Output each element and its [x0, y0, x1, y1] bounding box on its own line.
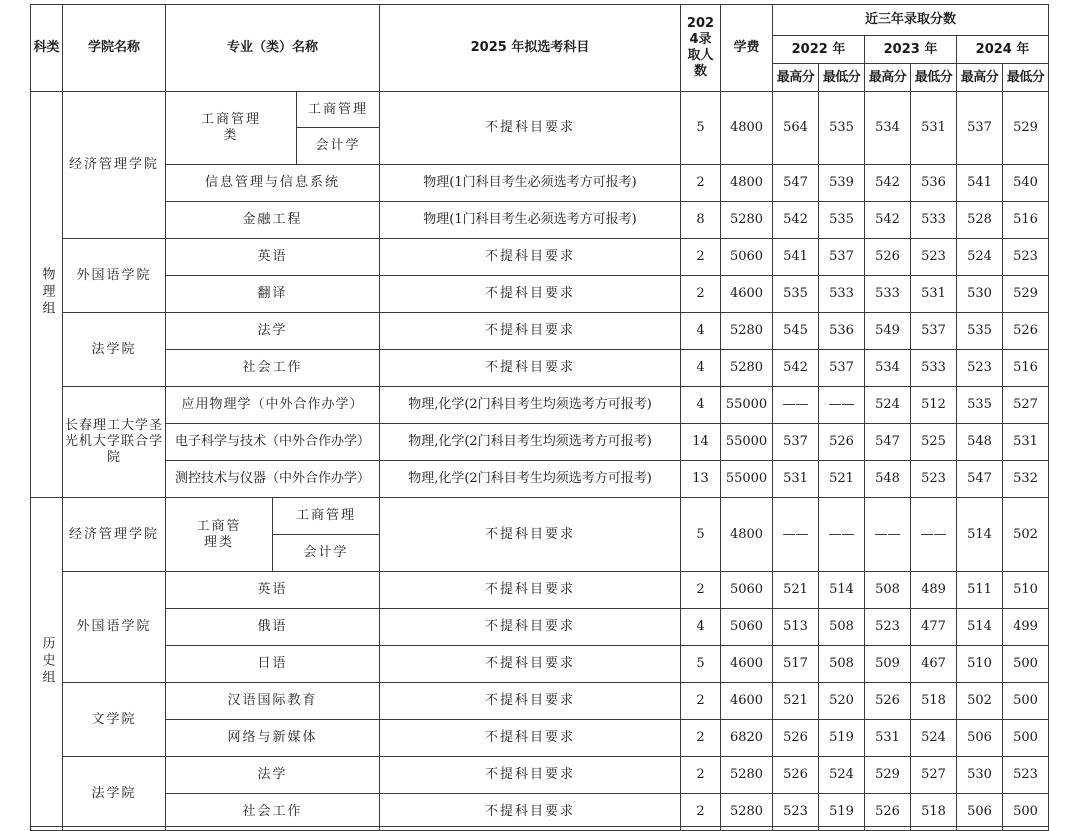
sub-major-cell: 工商管理 — [273, 498, 380, 535]
subject-requirement: 不提科目要求 — [380, 646, 681, 683]
college-cell: 文学院 — [63, 683, 166, 757]
score-2022-max: 547 — [773, 165, 819, 202]
subject-requirement: 不提科目要求 — [380, 92, 681, 165]
major-cell: 翻译 — [166, 276, 380, 313]
score-2023-min: 531 — [911, 92, 957, 165]
score-2023-max: 531 — [865, 720, 911, 757]
score-2023-max: 508 — [865, 572, 911, 609]
score-2024-max: 506 — [957, 720, 1003, 757]
score-2022-min: 514 — [819, 572, 865, 609]
score-2022-min: 533 — [819, 276, 865, 313]
score-2022-min: 526 — [819, 424, 865, 461]
score-2023-min: 527 — [911, 757, 957, 794]
score-2022-max: 542 — [773, 202, 819, 239]
score-2022-max: 541 — [773, 239, 819, 276]
score-2024-min: 526 — [1003, 313, 1049, 350]
score-2024-max: 530 — [957, 276, 1003, 313]
score-2023-min: 525 — [911, 424, 957, 461]
score-2023-max: 547 — [865, 424, 911, 461]
subject-requirement: 不提科目要求 — [380, 683, 681, 720]
score-2024-max: 514 — [957, 609, 1003, 646]
score-2024-min: 532 — [1003, 461, 1049, 498]
header-category: 科类 — [31, 5, 63, 92]
score-2022-min: 519 — [819, 720, 865, 757]
enroll-count: 2 — [681, 720, 721, 757]
score-2022-max: 526 — [773, 757, 819, 794]
score-2023-max: 542 — [865, 165, 911, 202]
score-2022-min: 535 — [819, 92, 865, 165]
major-cell: 信息管理与信息系统 — [166, 165, 380, 202]
subject-requirement: 不提科目要求 — [380, 498, 681, 572]
major-class-cell: 工商管理类 — [166, 92, 297, 165]
header-subjects: 2025 年拟选考科目 — [380, 5, 681, 92]
score-2024-min: 531 — [1003, 424, 1049, 461]
subject-requirement: 物理(1门科目考生必须选考方可报考) — [380, 202, 681, 239]
score-2022-max: 564 — [773, 92, 819, 165]
score-2022-max: 513 — [773, 609, 819, 646]
enroll-count: 4 — [681, 387, 721, 424]
subject-requirement: 不提科目要求 — [380, 757, 681, 794]
header-min: 最低分 — [1003, 64, 1049, 92]
score-2023-min: 536 — [911, 165, 957, 202]
score-2022-max: 526 — [773, 720, 819, 757]
subject-requirement: 不提科目要求 — [380, 350, 681, 387]
enroll-count: 8 — [681, 202, 721, 239]
score-2024-max: 548 — [957, 424, 1003, 461]
score-2024-min: 529 — [1003, 92, 1049, 165]
college-cell: 法学院 — [63, 313, 166, 387]
major-cell: 网络与新媒体 — [166, 720, 380, 757]
score-2022-max: 537 — [773, 424, 819, 461]
major-cell: 日语 — [166, 646, 380, 683]
score-2024-min: 510 — [1003, 572, 1049, 609]
score-2023-max: 509 — [865, 646, 911, 683]
score-2022-max: 535 — [773, 276, 819, 313]
enroll-count: 2 — [681, 572, 721, 609]
header-max: 最高分 — [865, 64, 911, 92]
score-2022-max: —— — [773, 387, 819, 424]
score-2022-min: 539 — [819, 165, 865, 202]
score-2022-min: 521 — [819, 461, 865, 498]
subject-requirement: 不提科目要求 — [380, 239, 681, 276]
subject-requirement: 物理,化学(2门科目考生均须选考方可报考) — [380, 387, 681, 424]
header-college: 学院名称 — [63, 5, 166, 92]
score-2023-max: 534 — [865, 92, 911, 165]
score-2022-min: 519 — [819, 794, 865, 831]
enroll-count: 4 — [681, 350, 721, 387]
major-cell: 法学 — [166, 313, 380, 350]
score-2023-min: 518 — [911, 683, 957, 720]
table-bottom-border — [30, 826, 1048, 827]
score-2023-min: —— — [911, 498, 957, 572]
major-cell: 英语 — [166, 239, 380, 276]
score-2023-max: 534 — [865, 350, 911, 387]
tuition-fee: 4800 — [721, 92, 773, 165]
tuition-fee: 4800 — [721, 165, 773, 202]
tuition-fee: 6820 — [721, 720, 773, 757]
tuition-fee: 4600 — [721, 276, 773, 313]
score-2024-min: 502 — [1003, 498, 1049, 572]
score-2024-max: 547 — [957, 461, 1003, 498]
score-2023-max: 524 — [865, 387, 911, 424]
score-2023-min: 533 — [911, 202, 957, 239]
enroll-count: 2 — [681, 239, 721, 276]
header-major: 专业（类）名称 — [166, 5, 380, 92]
header-enroll: 2024录取人数 — [681, 5, 721, 92]
tuition-fee: 5280 — [721, 350, 773, 387]
score-2022-min: 520 — [819, 683, 865, 720]
header-year-2023: 2023 年 — [865, 36, 957, 64]
sub-major-cell: 工商管理 — [297, 92, 380, 128]
score-2023-min: 512 — [911, 387, 957, 424]
score-2024-min: 516 — [1003, 350, 1049, 387]
enroll-count: 4 — [681, 609, 721, 646]
major-cell: 电子科学与技术（中外合作办学） — [166, 424, 380, 461]
subject-requirement: 不提科目要求 — [380, 572, 681, 609]
admission-score-table — [30, 4, 1049, 831]
score-2023-max: —— — [865, 498, 911, 572]
tuition-fee: 5280 — [721, 794, 773, 831]
major-cell: 俄语 — [166, 609, 380, 646]
score-2024-max: 535 — [957, 313, 1003, 350]
score-2024-max: 528 — [957, 202, 1003, 239]
score-2024-max: 535 — [957, 387, 1003, 424]
enroll-count: 2 — [681, 757, 721, 794]
major-cell: 测控技术与仪器（中外合作办学） — [166, 461, 380, 498]
score-2024-max: 511 — [957, 572, 1003, 609]
subject-requirement: 不提科目要求 — [380, 313, 681, 350]
subject-requirement: 不提科目要求 — [380, 794, 681, 831]
college-cell: 经济管理学院 — [63, 498, 166, 572]
major-cell: 应用物理学（中外合作办学） — [166, 387, 380, 424]
header-year-2022: 2022 年 — [773, 36, 865, 64]
score-2024-min: 499 — [1003, 609, 1049, 646]
enroll-count: 2 — [681, 683, 721, 720]
enroll-count: 5 — [681, 646, 721, 683]
score-2024-max: 530 — [957, 757, 1003, 794]
score-2024-max: 502 — [957, 683, 1003, 720]
score-2023-min: 523 — [911, 461, 957, 498]
score-2024-max: 524 — [957, 239, 1003, 276]
enroll-count: 4 — [681, 313, 721, 350]
score-2023-min: 531 — [911, 276, 957, 313]
subject-requirement: 不提科目要求 — [380, 720, 681, 757]
score-2023-min: 467 — [911, 646, 957, 683]
score-2024-min: 500 — [1003, 794, 1049, 831]
score-2024-max: 514 — [957, 498, 1003, 572]
score-2022-max: 531 — [773, 461, 819, 498]
score-2023-max: 526 — [865, 794, 911, 831]
score-2023-max: 548 — [865, 461, 911, 498]
subject-requirement: 物理(1门科目考生必须选考方可报考) — [380, 165, 681, 202]
score-2024-min: 500 — [1003, 683, 1049, 720]
score-2023-max: 526 — [865, 683, 911, 720]
score-2022-min: —— — [819, 498, 865, 572]
header-year-2024: 2024 年 — [957, 36, 1049, 64]
score-2022-max: 521 — [773, 683, 819, 720]
tuition-fee: 55000 — [721, 461, 773, 498]
tuition-fee: 4600 — [721, 646, 773, 683]
score-2024-max: 506 — [957, 794, 1003, 831]
score-2023-max: 549 — [865, 313, 911, 350]
enroll-count: 2 — [681, 165, 721, 202]
score-2023-min: 537 — [911, 313, 957, 350]
score-2023-max: 529 — [865, 757, 911, 794]
score-2022-max: 521 — [773, 572, 819, 609]
tuition-fee: 5060 — [721, 572, 773, 609]
enroll-count: 13 — [681, 461, 721, 498]
score-2024-max: 510 — [957, 646, 1003, 683]
enroll-count: 5 — [681, 498, 721, 572]
score-2022-max: 523 — [773, 794, 819, 831]
score-2022-min: 537 — [819, 350, 865, 387]
score-2022-min: —— — [819, 387, 865, 424]
tuition-fee: 5280 — [721, 313, 773, 350]
subject-requirement: 不提科目要求 — [380, 276, 681, 313]
score-2024-max: 541 — [957, 165, 1003, 202]
score-2022-min: 536 — [819, 313, 865, 350]
tuition-fee: 5280 — [721, 202, 773, 239]
score-2024-min: 523 — [1003, 239, 1049, 276]
score-2023-max: 533 — [865, 276, 911, 313]
sub-major-cell: 会计学 — [273, 535, 380, 572]
score-2024-max: 523 — [957, 350, 1003, 387]
college-cell: 外国语学院 — [63, 239, 166, 313]
score-2024-min: 523 — [1003, 757, 1049, 794]
college-cell: 经济管理学院 — [63, 92, 166, 239]
major-cell: 法学 — [166, 757, 380, 794]
header-max: 最高分 — [773, 64, 819, 92]
score-2022-min: 508 — [819, 609, 865, 646]
enroll-count: 5 — [681, 92, 721, 165]
score-2024-min: 529 — [1003, 276, 1049, 313]
college-cell: 外国语学院 — [63, 572, 166, 683]
score-2022-max: 542 — [773, 350, 819, 387]
tuition-fee: 55000 — [721, 424, 773, 461]
college-cell: 法学院 — [63, 757, 166, 831]
tuition-fee: 5060 — [721, 239, 773, 276]
score-2023-max: 542 — [865, 202, 911, 239]
score-2022-max: 545 — [773, 313, 819, 350]
score-2023-min: 489 — [911, 572, 957, 609]
header-fee: 学费 — [721, 5, 773, 92]
major-cell: 社会工作 — [166, 794, 380, 831]
score-2022-min: 537 — [819, 239, 865, 276]
enroll-count: 2 — [681, 276, 721, 313]
score-2022-min: 535 — [819, 202, 865, 239]
score-2024-min: 500 — [1003, 720, 1049, 757]
header-recent-scores: 近三年录取分数 — [773, 5, 1049, 36]
score-2023-min: 477 — [911, 609, 957, 646]
score-2024-min: 516 — [1003, 202, 1049, 239]
score-2022-max: —— — [773, 498, 819, 572]
subject-requirement: 物理,化学(2门科目考生均须选考方可报考) — [380, 424, 681, 461]
score-2023-min: 533 — [911, 350, 957, 387]
header-min: 最低分 — [911, 64, 957, 92]
enroll-count: 14 — [681, 424, 721, 461]
score-2022-max: 517 — [773, 646, 819, 683]
score-2024-min: 500 — [1003, 646, 1049, 683]
major-cell: 汉语国际教育 — [166, 683, 380, 720]
major-cell: 英语 — [166, 572, 380, 609]
header-min: 最低分 — [819, 64, 865, 92]
tuition-fee: 5060 — [721, 609, 773, 646]
score-2023-min: 518 — [911, 794, 957, 831]
score-2022-min: 508 — [819, 646, 865, 683]
score-2024-max: 537 — [957, 92, 1003, 165]
score-2023-max: 526 — [865, 239, 911, 276]
score-2023-min: 524 — [911, 720, 957, 757]
enroll-count: 2 — [681, 794, 721, 831]
score-2022-min: 524 — [819, 757, 865, 794]
tuition-fee: 4600 — [721, 683, 773, 720]
score-2023-max: 523 — [865, 609, 911, 646]
sub-major-cell: 会计学 — [297, 128, 380, 165]
college-cell: 长春理工大学圣光机大学联合学院 — [63, 387, 166, 498]
major-cell: 金融工程 — [166, 202, 380, 239]
group-history: 历史组 — [31, 498, 63, 831]
major-cell: 社会工作 — [166, 350, 380, 387]
score-2023-min: 523 — [911, 239, 957, 276]
major-class-cell: 工商管理类 — [166, 498, 273, 572]
subject-requirement: 物理,化学(2门科目考生均须选考方可报考) — [380, 461, 681, 498]
header-max: 最高分 — [957, 64, 1003, 92]
score-2024-min: 527 — [1003, 387, 1049, 424]
score-2024-min: 540 — [1003, 165, 1049, 202]
tuition-fee: 4800 — [721, 498, 773, 572]
group-physics: 物理组 — [31, 92, 63, 498]
tuition-fee: 55000 — [721, 387, 773, 424]
subject-requirement: 不提科目要求 — [380, 609, 681, 646]
tuition-fee: 5280 — [721, 757, 773, 794]
